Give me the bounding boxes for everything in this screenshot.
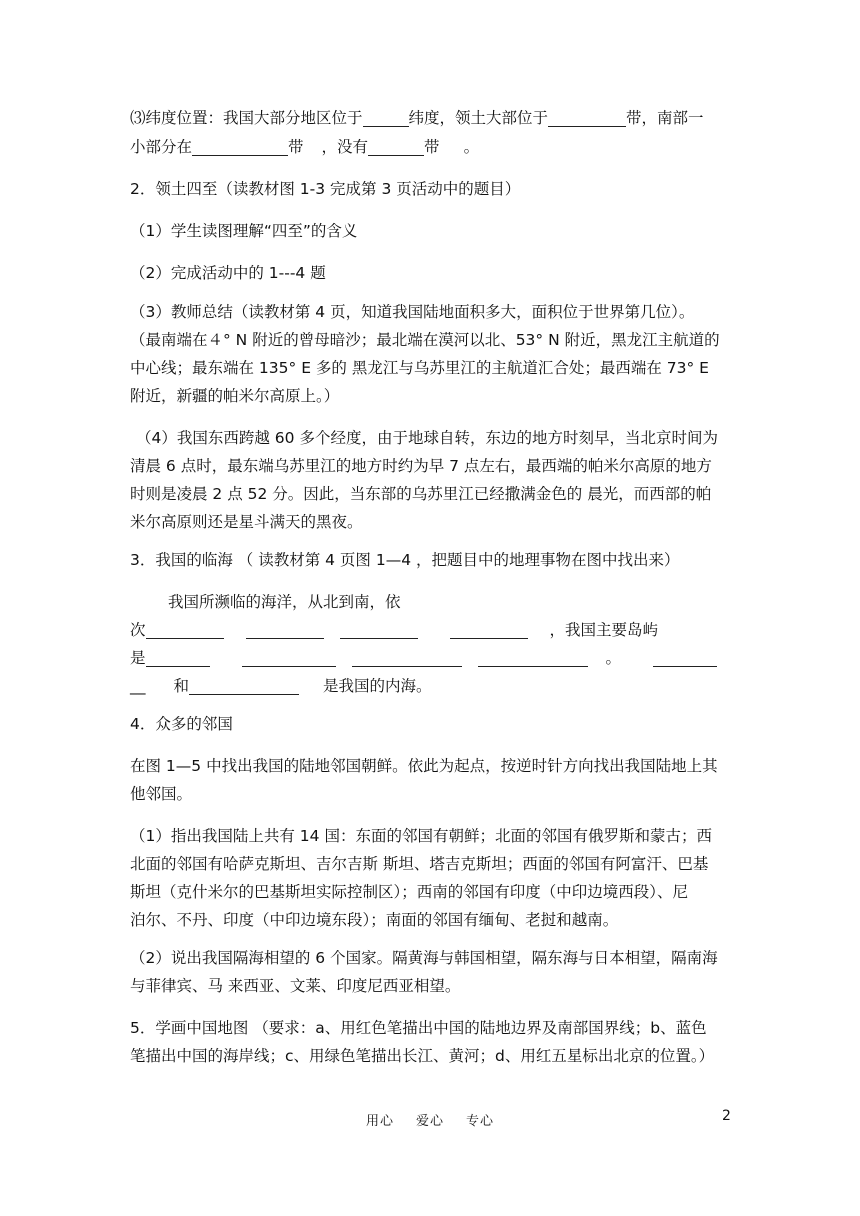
seas-line-1: 我国所濒临的海洋，从北到南，依 xyxy=(168,593,401,611)
section-4-heading: 4．众多的邻国 xyxy=(130,715,233,733)
timezone-line-2: 清晨 6 点时，最东端乌苏里江的地方时约为早 7 点左右，最西端的帕米尔高原的地方 xyxy=(130,457,712,475)
fill-blank[interactable] xyxy=(340,618,418,639)
latitude-line-1: ⑶纬度位置：我国大部分地区位于 纬度，领土大部位于 带，南部一 xyxy=(130,103,730,133)
land-neighbors-3: 斯坦（克什米尔的巴基斯坦实际控制区）；西南的邻国有印度（中印边境西段）、尼 xyxy=(130,883,689,901)
section-5-line-1: 5．学画中国地图 （要求：a、用红色笔描出中国的陆地边界及南部国界线；b、蓝色 xyxy=(130,1019,707,1037)
seas-line-2: 次 ，我国主要岛屿 xyxy=(130,615,730,645)
extremes-line-2: 中心线；最东端在 135° E 多的 黑龙江与乌苏里江的主航道汇合处；最西端在 73° E xyxy=(130,359,709,377)
seas-line-4: __ 和 是我国的内海。 xyxy=(130,671,730,701)
item-2-1: （1）学生读图理解“四至”的含义 xyxy=(130,222,358,240)
fill-blank[interactable] xyxy=(189,674,299,695)
footer-text: 专心 xyxy=(466,1114,495,1129)
land-neighbors-2: 北面的邻国有哈萨克斯坦、吉尔吉斯 斯坦、塔吉克斯坦；西面的邻国有阿富汗、巴基 xyxy=(130,855,709,873)
fill-blank[interactable] xyxy=(548,106,626,127)
fill-blank[interactable] xyxy=(242,646,336,667)
fill-blank[interactable] xyxy=(352,646,462,667)
extremes-line-1: （最南端在４° N 附近的曾母暗沙；最北端在漠河以北、53° N 附近，黑龙江主航道的 xyxy=(130,331,720,349)
neighbors-intro-2: 他邻国。 xyxy=(130,785,193,803)
fill-blank[interactable] xyxy=(363,106,409,127)
footer-text: 爱心 xyxy=(415,1114,444,1129)
land-neighbors-1: （1）指出我国陆上共有 14 国：东面的邻国有朝鲜；北面的邻国有俄罗斯和蒙古；西 xyxy=(130,827,712,845)
sea-neighbors-1: （2）说出我国隔海相望的 6 个国家。隔黄海与韩国相望，隔东海与日本相望，隔南海 xyxy=(130,949,718,967)
neighbors-intro-1: 在图 1—5 中找出我国的陆地邻国朝鲜。依此为起点，按逆时针方向找出我国陆地上其 xyxy=(130,757,718,775)
item-2-2: （2）完成活动中的 1---4 题 xyxy=(130,264,326,282)
section-2-heading: 2．领土四至（读教材图 1-3 完成第 3 页活动中的题目） xyxy=(130,180,521,198)
page-footer xyxy=(0,1110,860,1129)
section-5-line-2: 笔描出中国的海岸线；c、用绿色笔描出长江、黄河；d、用红五星标出北京的位置。） xyxy=(130,1047,715,1065)
fill-blank[interactable] xyxy=(450,618,528,639)
sea-neighbors-2: 与菲律宾、马 来西亚、文莱、印度尼西亚相望。 xyxy=(130,977,461,995)
item-2-3: （3）教师总结（读教材第 4 页，知道我国陆地面积多大，面积位于世界第几位）。 xyxy=(130,303,695,321)
timezone-line-3: 时则是凌晨 2 点 52 分。因此，当东部的乌苏里江已经撒满金色的 晨光，而西部的帕 xyxy=(130,485,712,503)
extremes-line-3: 附近，新疆的帕米尔高原上。） xyxy=(130,387,340,405)
page-number: 2 xyxy=(722,1108,731,1124)
timezone-line-4: 米尔高原则还是星斗满天的黑夜。 xyxy=(130,513,363,531)
fill-blank[interactable] xyxy=(146,618,224,639)
footer-text: 用心 xyxy=(365,1114,394,1129)
fill-blank[interactable] xyxy=(653,646,717,667)
land-neighbors-4: 泊尔、不丹、印度（中印边境东段）；南面的邻国有缅甸、老挝和越南。 xyxy=(130,911,619,929)
fill-blank[interactable] xyxy=(192,135,288,156)
fill-blank[interactable] xyxy=(368,135,424,156)
section-3-heading: 3．我国的临海 （ 读教材第 4 页图 1—4 ，把题目中的地理事物在图中找出来） xyxy=(130,551,680,569)
timezone-line-1: （4）我国东西跨越 60 多个经度，由于地球自转，东边的地方时刻早，当北京时间为 xyxy=(136,429,718,447)
fill-blank[interactable] xyxy=(246,618,324,639)
fill-blank[interactable] xyxy=(478,646,588,667)
fill-blank[interactable] xyxy=(146,646,210,667)
seas-line-3: 是 。 xyxy=(130,643,730,673)
latitude-line-2: 小部分在 带 ，没有 带 。 xyxy=(130,132,730,162)
